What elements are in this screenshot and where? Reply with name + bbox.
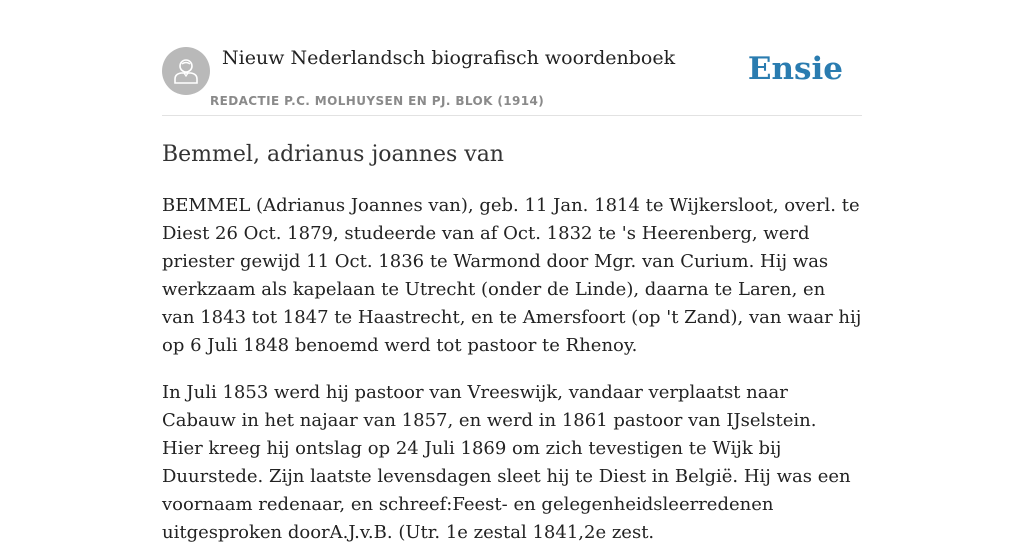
article-paragraph: BEMMEL (Adrianus Joannes van), geb. 11 Jan. 1814 te Wijkersloot, overl. te Diest 26 Oct. 1879, studeerde van af Oct. 1832 te 's Heerenberg, werd priester gewijd 11 Oct. 1836 te Warmond door Mgr. van Curium. Hij was werkzaam als kapelaan te Utrecht (onder de Linde), daarna te Laren, en van 1843 tot 1847 te Haastrecht, en te Amersfoort (op 't Zand), van waar hij op 6 Juli 1848 benoemd werd tot pastoor te Rhenoy. xyxy=(162,195,862,356)
article xyxy=(162,138,862,547)
book-editors: REDACTIE P.C. MOLHUYSEN EN PJ. BLOK (1914) xyxy=(210,94,545,108)
avatar[interactable] xyxy=(162,47,210,95)
book-title[interactable]: Nieuw Nederlandsch biografisch woordenboek xyxy=(222,47,676,69)
ensie-logo[interactable]: Ensie xyxy=(747,51,843,87)
user-icon xyxy=(173,57,199,85)
article-paragraph: In Juli 1853 werd hij pastoor van Vreeswijk, vandaar verplaatst naar Cabauw in het najaar van 1857, en werd in 1861 pastoor van IJselstein. Hier kreeg hij ontslag op 24 Juli 1869 om zich tevestigen te Wijk bij Duurstede. Zijn laatste levensdagen sleet hij te Diest in België. Hij was een voornaam redenaar, en schreef:Feest- en gelegenheidsleerredenen uitgesproken doorA.J.v.B. (Utr. 1e zestal 1841,2e zest. xyxy=(162,382,851,543)
header xyxy=(162,0,862,116)
article-title: Bemmel, adrianus joannes van xyxy=(162,142,504,167)
